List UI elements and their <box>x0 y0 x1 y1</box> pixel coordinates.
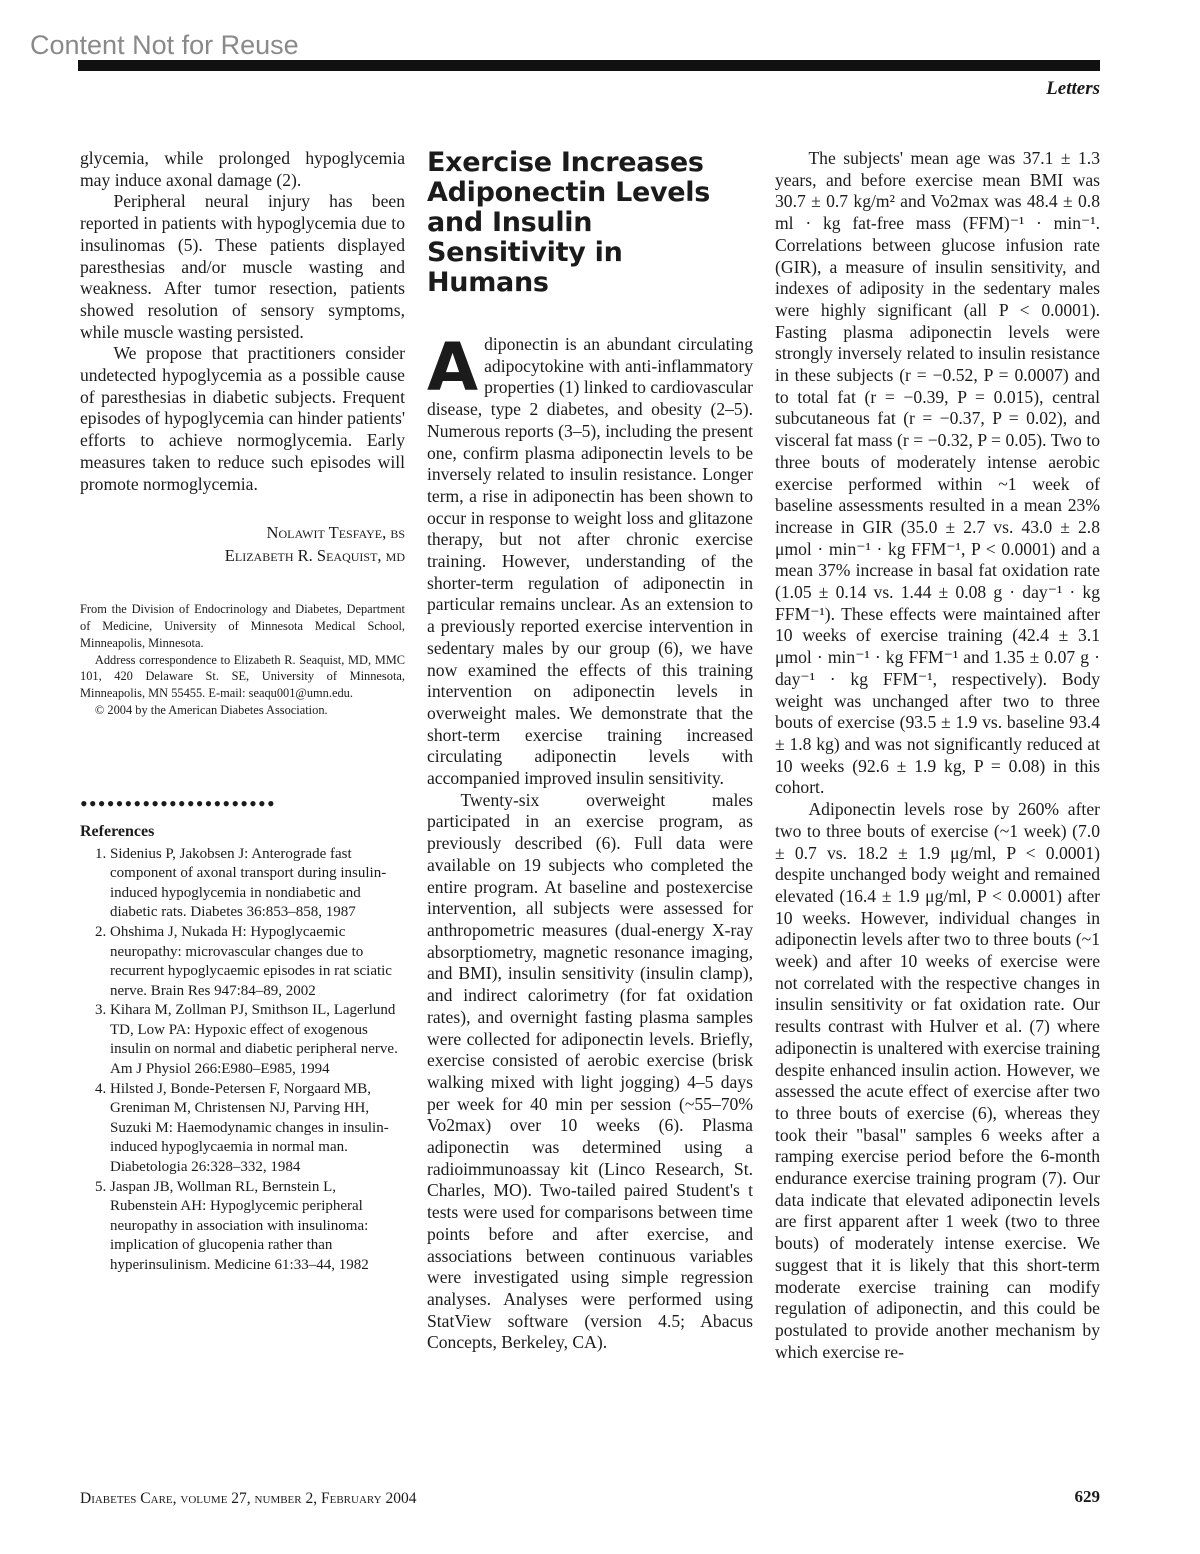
paragraph: Twenty-six overweight males participated in an exercise program, as previously described (6). Full data were available on 19 subjects who completed the entire program. At baseline and postexercise intervention, all subjects were assessed for anthropometric measures (dual-energy X-ray absorptiometry, magnetic resonance imaging, and BMI), insulin sensitivity (insulin clamp), and indirect calorimetry (for fat oxidation rates), and overnight fasting plasma samples were collected for adiponectin levels. Briefly, exercise consisted of aerobic exercise (brisk walking mixed with light jogging) 4–5 days per week for 40 min per session (~55–70% Vo2max) over 10 weeks (6). Plasma adiponectin was determined using a radioimmunoassay kit (Linco Research, St. Charles, MO). Two-tailed paired Student's t tests were used for comparisons between time points before and after exercise, and associations between continuous variables were investigated using simple regression analyses. Analyses were performed using StatView software (version 4.5; Abacus Concepts, Berkeley, CA). <box>427 789 753 1353</box>
references-heading: References <box>80 822 155 840</box>
column-middle <box>427 148 753 1354</box>
reference-item: 4. Hilsted J, Bonde-Petersen F, Norgaard MB, Greniman M, Christensen NJ, Parving HH, Suzuki M: Haemodynamic changes in insulin-induced hypoglycaemia in normal man. Diabetologia 26:328–332, 1984 <box>110 1080 405 1178</box>
reference-item: 1. Sidenius P, Jakobsen J: Anterograde fast component of axonal transport during insulin-induced hypoglycemia in nondiabetic and diabetic rats. Diabetes 36:853–858, 1987 <box>110 845 405 923</box>
copyright-text: © 2004 by the American Diabetes Association. <box>94 703 328 718</box>
affiliation-block <box>80 601 405 719</box>
column-right <box>775 148 1100 1363</box>
paragraph: The subjects' mean age was 37.1 ± 1.3 years, and before exercise mean BMI was 30.7 ± 0.7 kg/m² and Vo2max was 48.4 ± 0.8 ml · kg fat-free mass (FFM)⁻¹ · min⁻¹. Correlations between glucose infusion rate (GIR), a measure of insulin sensitivity, and indexes of adiposity in the sedentary males were highly significant (all P < 0.0001). Fasting plasma adiponectin levels were strongly inversely related to insulin resistance in these subjects (r = −0.52, P = 0.0007) and to total fat (r = −0.39, P = 0.015), central subcutaneous fat (r = −0.37, P = 0.02), and visceral fat mass (r = −0.32, P = 0.05). Two to three bouts of moderately intense aerobic exercise performed within ~1 week of baseline assessments resulted in a mean 23% increase in GIR (35.0 ± 2.7 vs. 43.0 ± 2.8 μmol · min⁻¹ · kg FFM⁻¹, P < 0.0001) and a mean 37% increase in basal fat oxidation rate (1.05 ± 0.14 vs. 1.44 ± 0.08 g · day⁻¹ · kg FFM⁻¹). These effects were maintained after 10 weeks of exercise training (42.4 ± 3.1 μmol · min⁻¹ · kg FFM⁻¹ and 1.35 ± 0.07 g · day⁻¹ · kg FFM⁻¹, respectively). Body weight was unchanged after two to three bouts of exercise (93.5 ± 1.9 vs. baseline 93.4 ± 1.8 kg) and was not significantly reduced at 10 weeks (92.6 ± 1.9 kg, P = 0.08) in this cohort. <box>775 148 1100 798</box>
reference-list <box>80 845 405 1276</box>
page-number: 629 <box>1074 1487 1100 1506</box>
column-left <box>80 148 405 1276</box>
watermark: Content Not for Reuse <box>30 30 299 60</box>
dotted-separator: •••••••••••••••••••••• <box>80 792 276 815</box>
paragraph: Peripheral neural injury has been reported in patients with hypoglycemia due to insulinomas (5). These patients displayed paresthesias and/or muscle wasting and weakness. After tumor resection, patients showed resolution of sensory symptoms, while muscle wasting persisted. <box>80 191 405 342</box>
section-label: Letters <box>1046 78 1100 99</box>
paragraph: Adiponectin is an abundant circulating adipocytokine with anti-inflammatory properties (1) linked to cardiovascular disease, type 2 diabetes, and obesity (2–5). Numerous reports (3–5), including the present one, confirm plasma adiponectin levels to be inversely related to insulin resistance. Longer term, a rise in adiponectin has been shown to occur in response to weight loss and glitazone therapy, but not after chronic exercise training. However, understanding of the shorter-term regulation of adiponectin in particular remains unclear. As an extension to a previously reported exercise intervention in sedentary males by our group (6), we have now examined the effects of this training intervention on adiponectin levels in overweight males. We demonstrate that the short-term exercise training increased circulating adiponectin levels with accompanied improved insulin sensitivity. <box>427 329 753 789</box>
journal-footer: Diabetes Care, volume 27, number 2, February 2004 <box>80 1490 417 1507</box>
author-name: Nolawit Tesfaye, bs <box>266 523 405 543</box>
author-block <box>80 521 405 567</box>
paragraph: Adiponectin levels rose by 260% after two to three bouts of exercise (~1 week) (7.0 ± 0.7 vs. 18.2 ± 1.9 μg/ml, P < 0.0001) despite unchanged body weight and remained elevated (16.4 ± 1.9 μg/ml, P < 0.0001) after 10 weeks. However, individual changes in adiponectin levels after two to three bouts (~1 week) and after 10 weeks of exercise were not correlated with the respective changes in insulin sensitivity or fat oxidation rate. Our results contrast with Hulver et al. (7) where adiponectin is unaltered with exercise training despite enhanced insulin action. However, we assessed the acute effect of exercise after two to three bouts of exercise (6), whereas they took their "basal" samples 6 weeks after a ramping exercise period before the 6-month endurance exercise training program (7). Our data indicate that elevated adiponectin levels are first apparent after 1 week (two to three bouts) of moderately intense exercise. We suggest that it is likely that this short-term moderate exercise training can modify regulation of adiponectin, and this could be postulated to provide another mechanism by which exercise re- <box>775 799 1100 1362</box>
article-title: Exercise Increases Adiponectin Levels and Insulin Sensitivity in Humans <box>427 147 711 298</box>
paragraph: glycemia, while prolonged hypoglycemia may induce axonal damage (2). <box>80 148 405 190</box>
author-name: Elizabeth R. Seaquist, md <box>224 546 405 566</box>
reference-item: 3. Kihara M, Zollman PJ, Smithson IL, Lagerlund TD, Low PA: Hypoxic effect of exogenous insulin on normal and diabetic peripheral nerve. Am J Physiol 266:E980–E985, 1994 <box>110 1001 405 1079</box>
correspondence-text: Address correspondence to Elizabeth R. Seaquist, MD, MMC 101, 420 Delaware St. SE, University of Minnesota, Minneapolis, MN 55455. E-mail: seaqu001@umn.edu. <box>80 652 405 701</box>
reference-item: 5. Jaspan JB, Wollman RL, Bernstein L, Rubenstein AH: Hypoglycemic peripheral neuropathy in association with insulinoma: implication of glucopenia rather than hyperinsulinism. Medicine 61:33–44, 1982 <box>110 1178 405 1276</box>
affiliation-text: From the Division of Endocrinology and Diabetes, Department of Medicine, University of Minnesota Medical School, Minneapolis, Minnesota. <box>80 602 405 650</box>
paragraph: We propose that practitioners consider undetected hypoglycemia as a possible cause of paresthesias in diabetic subjects. Frequent episodes of hypoglycemia can hinder patients' efforts to achieve normoglycemia. Early measures taken to reduce such episodes will promote normoglycemia. <box>80 343 405 494</box>
header-rule <box>78 60 1100 71</box>
reference-item: 2. Ohshima J, Nukada H: Hypoglycaemic neuropathy: microvascular changes due to recurrent hypoglycaemic episodes in rat sciatic nerve. Brain Res 947:84–89, 2002 <box>110 923 405 1001</box>
